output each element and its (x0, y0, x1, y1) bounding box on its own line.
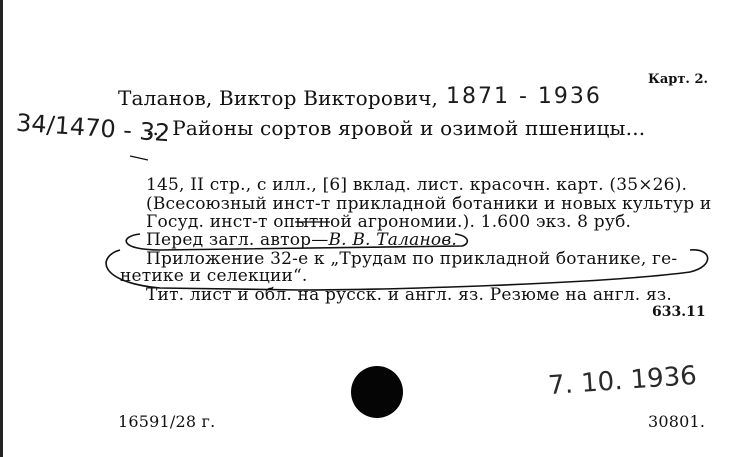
author-note-name: В. В. Таланов. (328, 230, 458, 250)
author-note-circle (126, 234, 467, 250)
description-line: (Всесоюзный инст-т прикладной ботаники и новых культур и (146, 194, 712, 214)
author-note-prefix: Перед загл. автор— (146, 230, 329, 250)
language-note: Тит. лист и обл. на русск. и англ. яз. Резюме на англ. яз. (146, 285, 673, 305)
shelfmark-underline (130, 156, 148, 160)
punch-hole (351, 366, 403, 418)
author-years-handwritten: 1871 - 1936 (446, 84, 602, 109)
description-line: Госуд. инст-т опытной агрономии.). 1.600 экз. 8 руб. (146, 212, 632, 232)
author-name: Таланов, Виктор Викторович, (118, 86, 439, 110)
card-number: Карт. 2. (648, 72, 709, 87)
date-handwritten: 7. 10. 1936 (547, 360, 698, 402)
supplement-line: Приложение 32-е к „Трудам по прикладной ботанике, ге- (146, 249, 678, 269)
supplement-line: нетике и селекции“. (120, 266, 308, 286)
description-line: 145, II стр., с илл., [6] вклад. лист. красочн. карт. (35×26). (146, 175, 688, 195)
card-id: 30801. (648, 412, 706, 431)
shelfmark-handwritten: 34/1470 - 32 (15, 108, 171, 148)
classification-number: 633.11 (652, 304, 706, 320)
supplement-circle (106, 250, 708, 290)
book-title: ... Районы сортов яровой и озимой пшеницы... (146, 116, 646, 140)
accession-number: 16591/28 г. (118, 412, 216, 431)
